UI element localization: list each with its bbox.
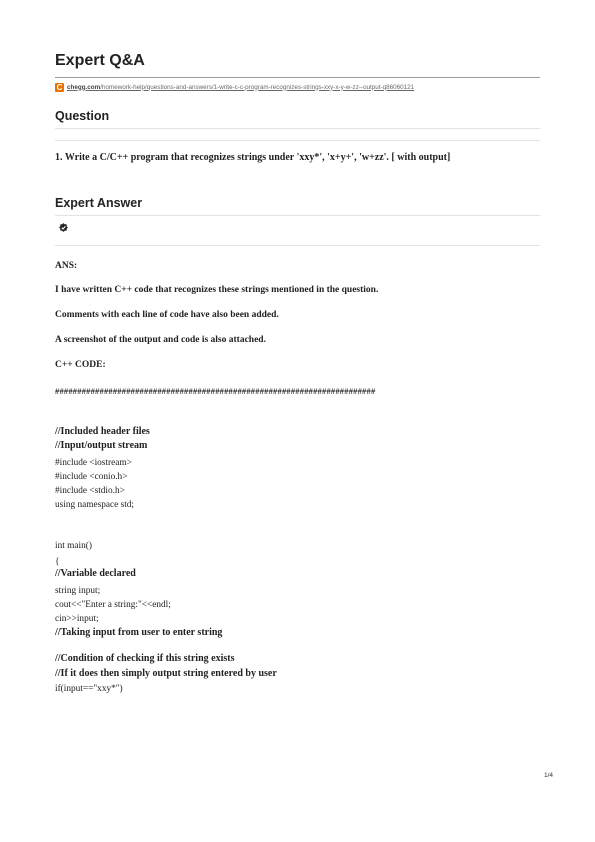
question-heading: Question [55,109,110,123]
url-path[interactable]: /homework-help/questions-and-answers/1-write-c-c-program-recognizes-strings-xxy-x-y-w-zz--output-q86060121 [100,83,415,91]
question-text: 1. Write a C/C++ program that recognizes strings under 'xxy*', 'x+y+', 'w+zz'. [ with output] [55,152,451,163]
answer-paragraph: I have written C++ code that recognizes these strings mentioned in the question. [55,285,379,295]
question-divider-top [55,128,540,129]
page-title: Expert Q&A [55,52,145,69]
question-divider-bottom [55,140,540,141]
code-comment-line: //Condition of checking if this string exists [55,653,235,664]
code-comment-line: //Included header files [55,426,150,437]
hash-separator: ######################################################################## [55,386,376,396]
url-domain[interactable]: chegg.com [67,83,101,91]
answer-paragraph: A screenshot of the output and code is also attached. [55,335,266,345]
answer-divider-top [55,215,540,216]
answer-paragraph: C++ CODE: [55,360,106,370]
source-url-row [55,82,414,92]
code-line: if(input=="xxy*") [55,684,123,694]
code-line: { [55,557,60,567]
code-line: cin>>input; [55,614,99,624]
title-divider [55,77,540,78]
code-line: #include <conio.h> [55,472,128,482]
code-line: cout<<"Enter a string:"<<endl; [55,600,171,610]
code-comment-line: //Variable declared [55,568,136,579]
answer-paragraph: ANS: [55,261,78,271]
chegg-logo-icon: C [56,82,63,92]
code-line: int main() [55,541,92,551]
code-comment-line: //Taking input from user to enter string [55,627,223,638]
answer-heading: Expert Answer [55,196,143,210]
answer-divider-bottom [55,245,540,246]
code-line: using namespace std; [55,500,135,510]
code-comment-line: //Input/output stream [55,440,148,451]
code-line: string input; [55,586,101,596]
verified-badge-icon [59,223,68,232]
code-comment-line: //If it does then simply output string entered by user [55,668,277,679]
answer-paragraph: Comments with each line of code have also been added. [55,310,279,320]
code-line: #include <stdio.h> [55,486,125,496]
code-line: #include <iostream> [55,458,132,468]
page-number: 1/4 [544,772,554,779]
source-url-link[interactable] [67,84,414,91]
